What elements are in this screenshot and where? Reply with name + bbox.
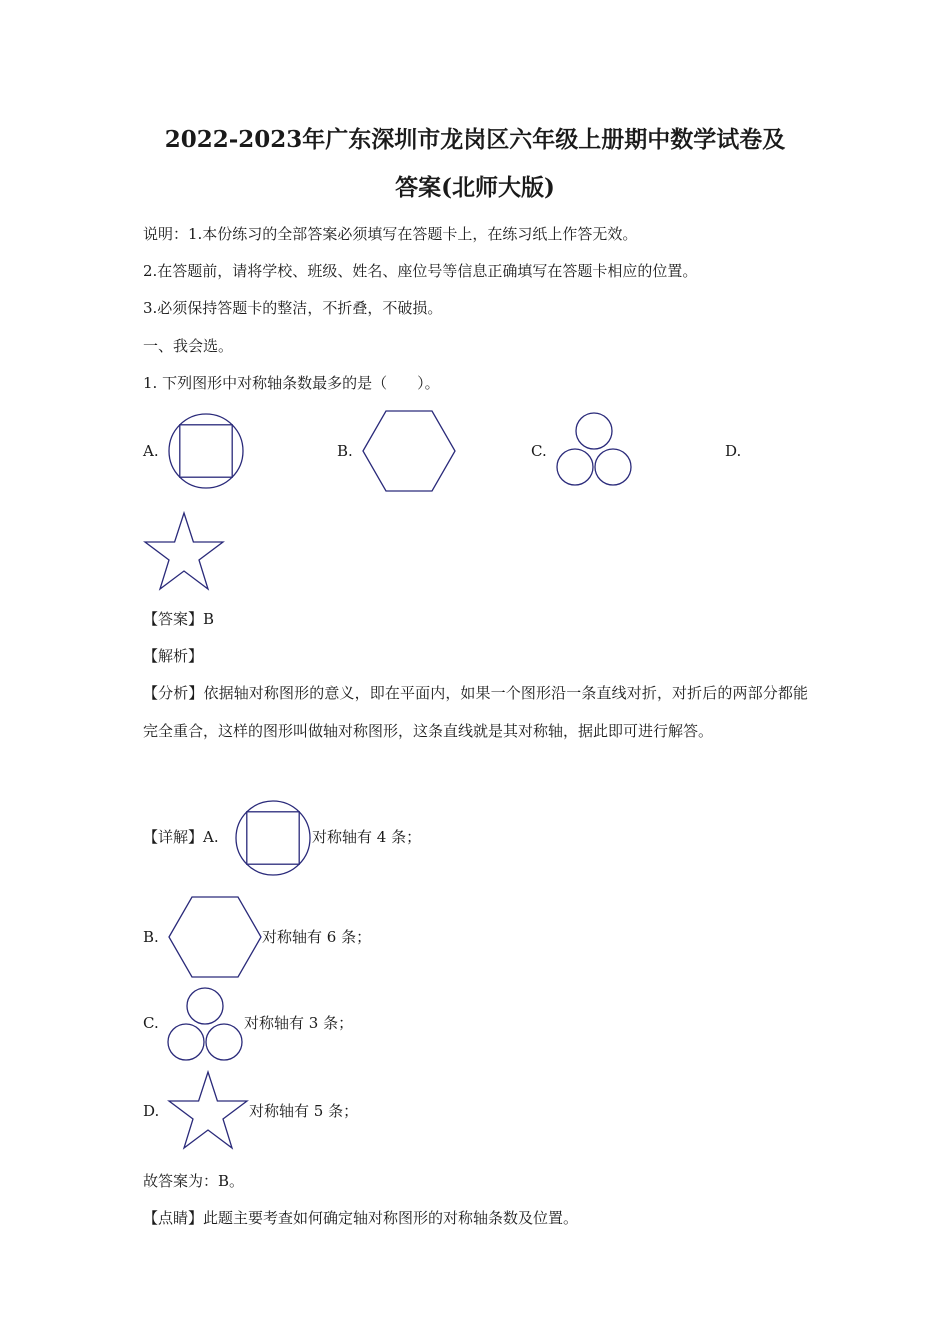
document-title-line2: 答案(北师大版) bbox=[395, 174, 555, 201]
star-figure bbox=[143, 512, 225, 590]
option-a-label: A. bbox=[143, 442, 159, 460]
detail-d-text: 对称轴有 5 条； bbox=[249, 1102, 359, 1120]
detail-c-text: 对称轴有 3 条； bbox=[244, 1014, 354, 1032]
circle-with-square-figure bbox=[167, 412, 245, 490]
detail-a-label: 【详解】A. bbox=[143, 828, 219, 846]
detail-b-text: 对称轴有 6 条； bbox=[262, 928, 372, 946]
note-3: 3.必须保持答题卡的整洁，不折叠，不破损。 bbox=[143, 299, 443, 317]
note-1: 说明：1.本份练习的全部答案必须填写在答题卡上，在练习纸上作答无效。 bbox=[143, 225, 638, 243]
detail-c-label: C. bbox=[143, 1014, 159, 1032]
comment-line: 【点睛】此题主要考查如何确定轴对称图形的对称轴条数及位置。 bbox=[143, 1209, 579, 1227]
question-1: 1. 下列图形中对称轴条数最多的是（ ）。 bbox=[143, 374, 440, 392]
detail-a-text: 对称轴有 4 条； bbox=[312, 828, 422, 846]
note-2: 2.在答题前，请将学校、班级、姓名、座位号等信息正确填写在答题卡相应的位置。 bbox=[143, 262, 698, 280]
detail-star-figure bbox=[167, 1071, 249, 1149]
detail-hexagon-figure bbox=[168, 896, 262, 978]
document-title-line1: 2022-2023年广东深圳市龙岗区六年级上册期中数学试卷及 bbox=[164, 126, 786, 153]
option-d-label: D. bbox=[725, 442, 742, 460]
option-c-label: C. bbox=[531, 442, 547, 460]
hexagon-figure bbox=[362, 410, 456, 492]
section-heading: 一、我会选。 bbox=[143, 337, 234, 355]
detail-three-circles-figure bbox=[166, 987, 244, 1061]
option-b-label: B. bbox=[337, 442, 353, 460]
conclusion-line: 故答案为：B。 bbox=[143, 1172, 245, 1190]
detail-d-label: D. bbox=[143, 1102, 160, 1120]
analysis-paragraph: 【分析】依据轴对称图形的意义，即在平面内，如果一个图形沿一条直线对折，对折后的两部分都能完全重合，这样的图形叫做轴对称图形，这条直线就是其对称轴，据此即可进行解答。 bbox=[143, 684, 808, 740]
detail-b-label: B. bbox=[143, 928, 159, 946]
answer-line: 【答案】B bbox=[143, 610, 215, 628]
analysis-heading: 【解析】 bbox=[143, 647, 204, 665]
three-circles-figure bbox=[555, 412, 633, 486]
detail-circle-with-square-figure bbox=[234, 799, 312, 877]
